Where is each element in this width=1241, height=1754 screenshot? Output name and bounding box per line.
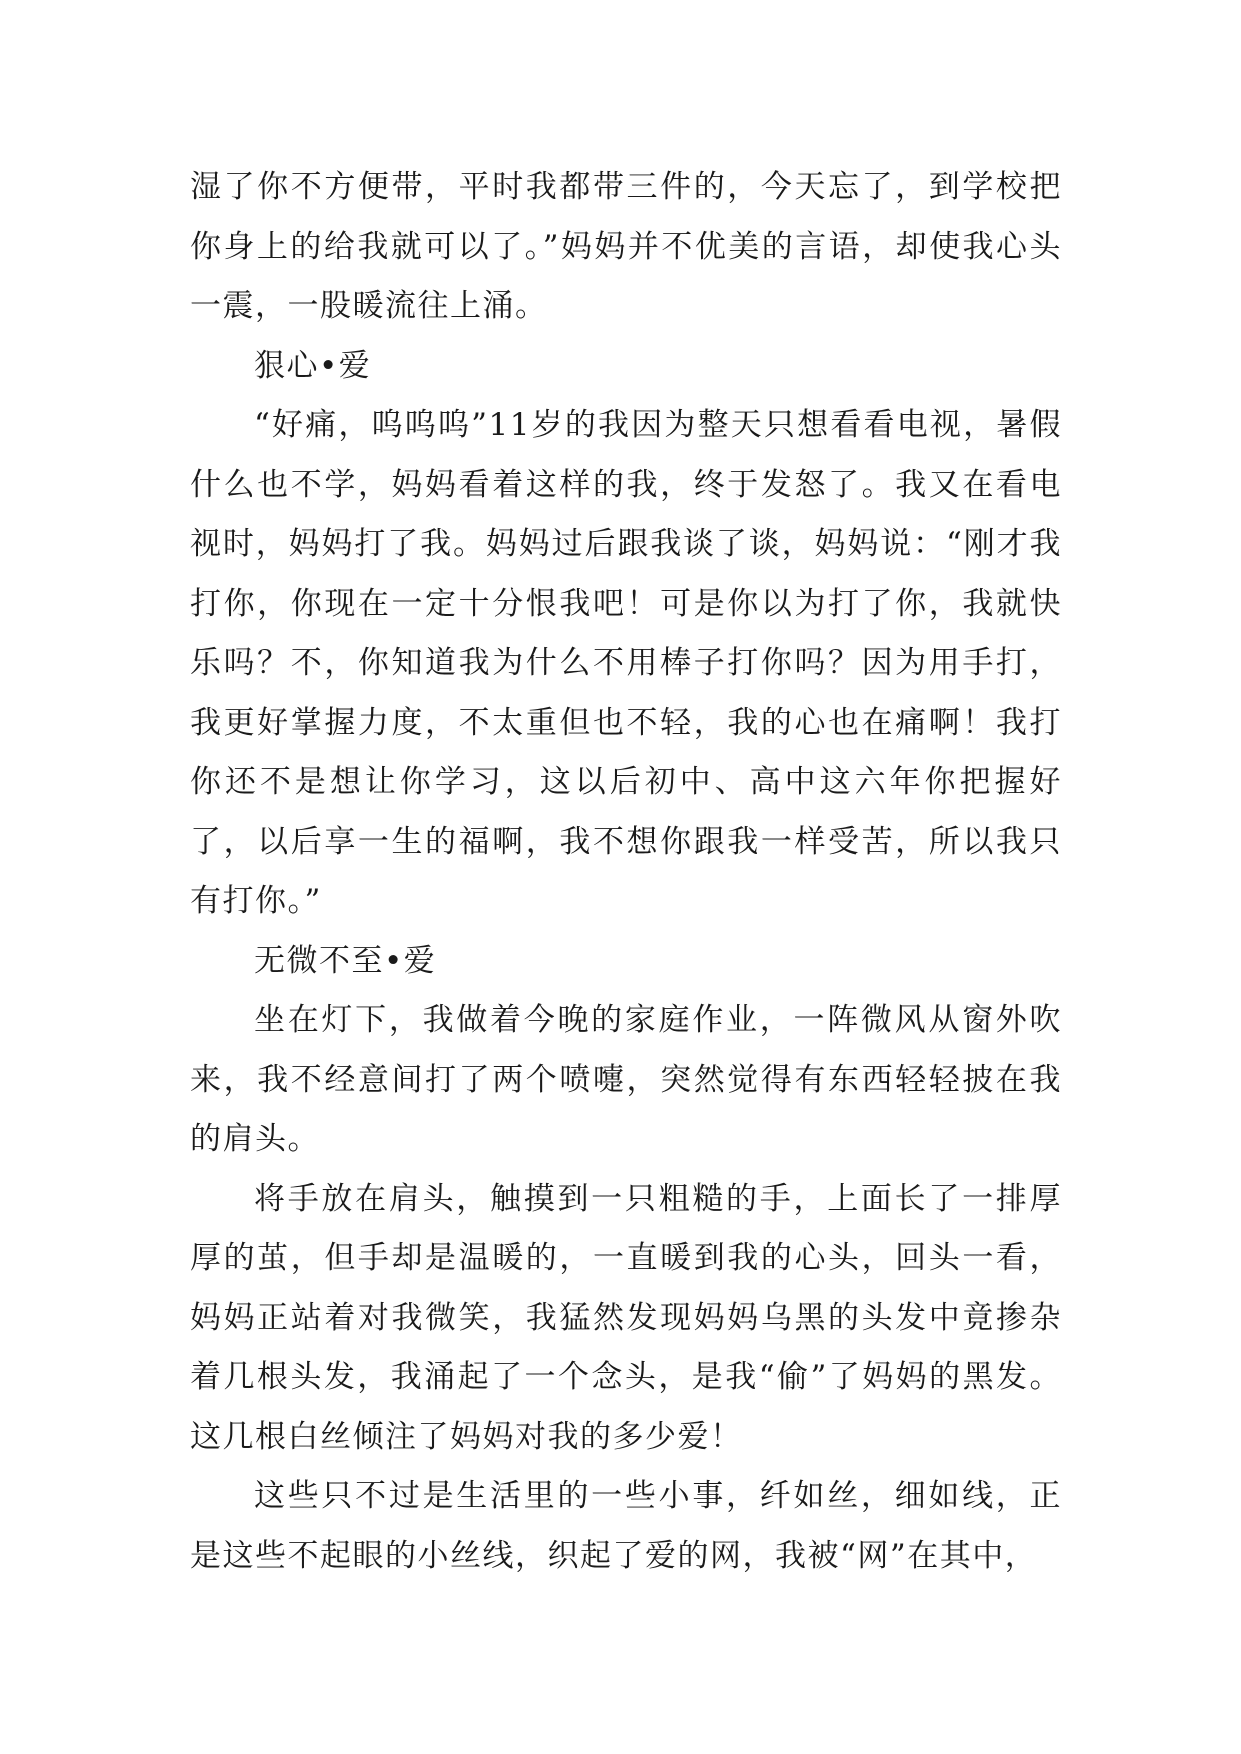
body-text — [190, 158, 1062, 1586]
paragraph-continuation: 湿了你不方便带，平时我都带三件的，今天忘了，到学校把你身上的给我就可以了。”妈妈并不优美的言语，却使我心头一震，一股暖流往上涌。 — [190, 169, 1062, 324]
paragraph-harsh-love: “好痛，呜呜呜”11岁的我因为整天只想看看电视，暑假什么也不学，妈妈看着这样的我，终于发怒了。我又在看电视时，妈妈打了我。妈妈过后跟我谈了谈，妈妈说：“刚才我打你，你现在一定十分恨我吧！可是你以为打了你，我就快乐吗？不，你知道我为什么不用棒子打你吗？因为用手打，我更好掌握力度，不太重但也不轻，我的心也在痛啊！我打你还不是想让你学习，这以后初中、高中这六年你把握好了，以后享一生的福啊，我不想你跟我一样受苦，所以我只有打你。” — [190, 407, 1062, 919]
paragraph-shoulder: 将手放在肩头，触摸到一只粗糙的手，上面长了一排厚厚的茧，但手却是温暖的，一直暖到我的心头，回头一看，妈妈正站着对我微笑，我猛然发现妈妈乌黑的头发中竟掺杂着几根头发，我涌起了一个念头，是我“偷”了妈妈的黑发。这几根白丝倾注了妈妈对我的多少爱！ — [190, 1180, 1062, 1455]
section-heading-harsh-love: 狠心•爱 — [254, 347, 372, 384]
paragraph-lamp: 坐在灯下，我做着今晚的家庭作业，一阵微风从窗外吹来，我不经意间打了两个喷嚏，突然觉得有东西轻轻披在我的肩头。 — [190, 1002, 1062, 1157]
paragraph-conclusion: 这些只不过是生活里的一些小事，纤如丝，细如线，正是这些不起眼的小丝线，织起了爱的网，我被“网”在其中， — [190, 1478, 1062, 1574]
section-heading-meticulous-love: 无微不至•爱 — [254, 942, 437, 979]
